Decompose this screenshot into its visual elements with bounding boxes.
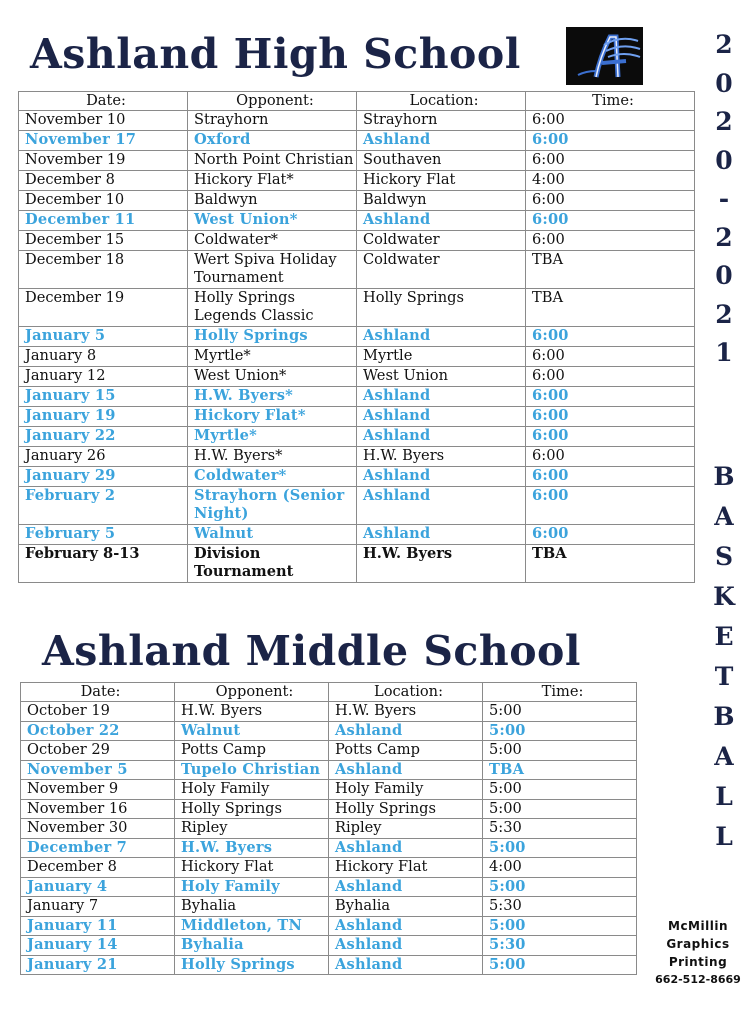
date-cell: October 29 bbox=[21, 741, 175, 761]
table-row bbox=[21, 916, 637, 936]
date-cell: December 8 bbox=[19, 171, 188, 191]
time-cell: 6:00 bbox=[526, 467, 695, 487]
location-cell: Hickory Flat bbox=[329, 858, 483, 878]
table-row bbox=[21, 760, 637, 780]
table-row bbox=[21, 877, 637, 897]
table-row bbox=[21, 721, 637, 741]
vertical-letter: 2 bbox=[715, 299, 733, 329]
date-cell: January 7 bbox=[21, 897, 175, 917]
opponent-cell: Coldwater* bbox=[188, 467, 357, 487]
time-cell: 5:00 bbox=[483, 877, 637, 897]
time-cell: 5:00 bbox=[483, 780, 637, 800]
time-cell: 6:00 bbox=[526, 387, 695, 407]
date-cell: December 19 bbox=[19, 289, 188, 327]
opponent-cell: Myrtle* bbox=[188, 347, 357, 367]
vertical-letter: B bbox=[713, 462, 735, 491]
opponent-cell: Byhalia bbox=[175, 936, 329, 956]
date-cell: November 17 bbox=[19, 131, 188, 151]
date-cell: January 29 bbox=[19, 467, 188, 487]
date-cell: December 8 bbox=[21, 858, 175, 878]
table-row bbox=[21, 936, 637, 956]
opponent-cell: Division Tournament bbox=[188, 545, 357, 583]
printer-name-line: Graphics bbox=[666, 937, 730, 951]
location-cell: Potts Camp bbox=[329, 741, 483, 761]
location-cell: West Union bbox=[357, 367, 526, 387]
opponent-cell: Coldwater* bbox=[188, 231, 357, 251]
opponent-cell: Hickory Flat* bbox=[188, 407, 357, 427]
vertical-letter: S bbox=[714, 542, 734, 571]
vertical-letter: 2 bbox=[715, 30, 733, 59]
opponent-cell: Holy Family bbox=[175, 780, 329, 800]
table-row bbox=[19, 347, 695, 367]
location-cell: Ashland bbox=[357, 407, 526, 427]
opponent-cell: Holly Springs Legends Classic bbox=[188, 289, 357, 327]
time-cell: 6:00 bbox=[526, 525, 695, 545]
date-cell: October 19 bbox=[21, 702, 175, 722]
opponent-cell: Middleton, TN bbox=[175, 916, 329, 936]
time-header: Time: bbox=[483, 683, 637, 702]
location-cell: Ashland bbox=[329, 955, 483, 975]
location-cell: Ashland bbox=[357, 387, 526, 407]
printer-credit bbox=[648, 917, 748, 989]
table-row bbox=[19, 191, 695, 211]
opponent-cell: Strayhorn bbox=[188, 111, 357, 131]
opponent-cell: Walnut bbox=[188, 525, 357, 545]
printer-name-line: McMillin bbox=[668, 919, 728, 933]
table-header-row bbox=[21, 683, 637, 702]
date-cell: November 19 bbox=[19, 151, 188, 171]
location-cell: Ashland bbox=[357, 327, 526, 347]
table-row bbox=[19, 525, 695, 545]
time-cell: 6:00 bbox=[526, 447, 695, 467]
date-header: Date: bbox=[21, 683, 175, 702]
vertical-letter: 0 bbox=[715, 68, 733, 98]
printer-name-line: Printing bbox=[668, 955, 728, 969]
table-row bbox=[19, 467, 695, 487]
table-row bbox=[19, 327, 695, 347]
ashland-logo-icon bbox=[566, 27, 643, 85]
location-cell: H.W. Byers bbox=[357, 545, 526, 583]
date-cell: January 5 bbox=[19, 327, 188, 347]
time-cell: 5:00 bbox=[483, 741, 637, 761]
time-cell: 6:00 bbox=[526, 427, 695, 447]
date-cell: November 30 bbox=[21, 819, 175, 839]
table-row bbox=[19, 487, 695, 525]
location-cell: Coldwater bbox=[357, 251, 526, 289]
opponent-cell: H.W. Byers bbox=[175, 702, 329, 722]
table-header-row bbox=[19, 92, 695, 111]
high-school-title: Ashland High School bbox=[30, 30, 521, 78]
opponent-cell: Baldwyn bbox=[188, 191, 357, 211]
opponent-cell: Myrtle* bbox=[188, 427, 357, 447]
opponent-cell: Potts Camp bbox=[175, 741, 329, 761]
date-cell: January 11 bbox=[21, 916, 175, 936]
location-cell: Coldwater bbox=[357, 231, 526, 251]
date-cell: February 8-13 bbox=[19, 545, 188, 583]
date-cell: December 10 bbox=[19, 191, 188, 211]
time-cell: TBA bbox=[483, 760, 637, 780]
location-cell: Ashland bbox=[329, 916, 483, 936]
opponent-cell: West Union* bbox=[188, 367, 357, 387]
time-cell: 6:00 bbox=[526, 327, 695, 347]
location-header: Location: bbox=[357, 92, 526, 111]
time-cell: 5:30 bbox=[483, 897, 637, 917]
table-row bbox=[19, 367, 695, 387]
table-row bbox=[19, 231, 695, 251]
location-cell: Holy Family bbox=[329, 780, 483, 800]
date-cell: January 15 bbox=[19, 387, 188, 407]
time-cell: 5:30 bbox=[483, 936, 637, 956]
date-cell: January 4 bbox=[21, 877, 175, 897]
location-cell: Myrtle bbox=[357, 347, 526, 367]
opponent-cell: Holy Family bbox=[175, 877, 329, 897]
date-cell: February 5 bbox=[19, 525, 188, 545]
time-cell: 6:00 bbox=[526, 347, 695, 367]
vertical-letter: K bbox=[713, 582, 735, 611]
location-cell: Ashland bbox=[357, 487, 526, 525]
time-cell: 5:00 bbox=[483, 721, 637, 741]
middle-school-schedule-table bbox=[20, 682, 637, 975]
date-cell: December 7 bbox=[21, 838, 175, 858]
opponent-cell: Walnut bbox=[175, 721, 329, 741]
location-cell: Ashland bbox=[329, 877, 483, 897]
time-cell: 5:00 bbox=[483, 838, 637, 858]
date-cell: December 18 bbox=[19, 251, 188, 289]
table-row bbox=[19, 427, 695, 447]
date-cell: November 16 bbox=[21, 799, 175, 819]
table-row bbox=[21, 858, 637, 878]
time-cell: TBA bbox=[526, 545, 695, 583]
opponent-cell: Holly Springs bbox=[175, 799, 329, 819]
time-cell: TBA bbox=[526, 251, 695, 289]
vertical-letter: L bbox=[715, 782, 733, 811]
location-cell: Ashland bbox=[329, 721, 483, 741]
location-cell: Holly Springs bbox=[329, 799, 483, 819]
time-cell: 5:00 bbox=[483, 799, 637, 819]
vertical-letter: 2 bbox=[715, 107, 733, 136]
table-row bbox=[21, 819, 637, 839]
opponent-cell: Tupelo Christian bbox=[175, 760, 329, 780]
date-cell: November 5 bbox=[21, 760, 175, 780]
date-header: Date: bbox=[19, 92, 188, 111]
time-cell: 5:00 bbox=[483, 702, 637, 722]
table-row bbox=[21, 799, 637, 819]
time-cell: 6:00 bbox=[526, 231, 695, 251]
table-row bbox=[19, 111, 695, 131]
vertical-letter: T bbox=[714, 662, 734, 691]
location-header: Location: bbox=[329, 683, 483, 702]
table-row bbox=[19, 545, 695, 583]
opponent-cell: Strayhorn (Senior Night) bbox=[188, 487, 357, 525]
vertical-letter: A bbox=[714, 742, 734, 771]
date-cell: January 19 bbox=[19, 407, 188, 427]
opponent-cell: North Point Christian bbox=[188, 151, 357, 171]
table-row bbox=[21, 955, 637, 975]
high-school-schedule-table bbox=[18, 91, 695, 583]
location-cell: Southaven bbox=[357, 151, 526, 171]
location-cell: Ashland bbox=[357, 211, 526, 231]
location-cell: Ashland bbox=[357, 525, 526, 545]
date-cell: January 26 bbox=[19, 447, 188, 467]
opponent-cell: H.W. Byers bbox=[175, 838, 329, 858]
location-cell: Ripley bbox=[329, 819, 483, 839]
time-cell: 5:00 bbox=[483, 916, 637, 936]
location-cell: Ashland bbox=[329, 936, 483, 956]
table-row bbox=[19, 289, 695, 327]
table-row bbox=[21, 780, 637, 800]
opponent-cell: Hickory Flat* bbox=[188, 171, 357, 191]
opponent-cell: Holly Springs bbox=[188, 327, 357, 347]
date-cell: November 9 bbox=[21, 780, 175, 800]
date-cell: January 21 bbox=[21, 955, 175, 975]
date-cell: October 22 bbox=[21, 721, 175, 741]
location-cell: Hickory Flat bbox=[357, 171, 526, 191]
vertical-letter: 2 bbox=[715, 222, 733, 252]
location-cell: Ashland bbox=[357, 467, 526, 487]
opponent-cell: West Union* bbox=[188, 211, 357, 231]
location-cell: Ashland bbox=[329, 838, 483, 858]
time-cell: TBA bbox=[526, 289, 695, 327]
date-cell: November 10 bbox=[19, 111, 188, 131]
opponent-header: Opponent: bbox=[175, 683, 329, 702]
time-cell: 5:30 bbox=[483, 819, 637, 839]
vertical-letter: 0 bbox=[715, 145, 733, 175]
location-cell: Strayhorn bbox=[357, 111, 526, 131]
table-row bbox=[19, 447, 695, 467]
time-cell: 6:00 bbox=[526, 131, 695, 151]
location-cell: Ashland bbox=[329, 760, 483, 780]
date-cell: January 12 bbox=[19, 367, 188, 387]
time-cell: 6:00 bbox=[526, 211, 695, 231]
table-row bbox=[21, 897, 637, 917]
vertical-letter: 0 bbox=[715, 261, 733, 290]
table-row bbox=[21, 838, 637, 858]
vertical-letter: L bbox=[715, 822, 733, 851]
opponent-cell: Wert Spiva Holiday Tournament bbox=[188, 251, 357, 289]
vertical-letter: B bbox=[713, 702, 735, 731]
opponent-cell: Oxford bbox=[188, 131, 357, 151]
table-row bbox=[19, 131, 695, 151]
time-cell: 6:00 bbox=[526, 151, 695, 171]
time-header: Time: bbox=[526, 92, 695, 111]
table-row bbox=[19, 251, 695, 289]
time-cell: 6:00 bbox=[526, 191, 695, 211]
table-row bbox=[21, 741, 637, 761]
opponent-cell: Holly Springs bbox=[175, 955, 329, 975]
time-cell: 6:00 bbox=[526, 111, 695, 131]
opponent-cell: Byhalia bbox=[175, 897, 329, 917]
table-row bbox=[19, 387, 695, 407]
vertical-letter: E bbox=[714, 622, 734, 651]
time-cell: 4:00 bbox=[526, 171, 695, 191]
middle-school-title: Ashland Middle School bbox=[42, 627, 581, 675]
table-row bbox=[21, 702, 637, 722]
opponent-cell: H.W. Byers* bbox=[188, 387, 357, 407]
date-cell: January 8 bbox=[19, 347, 188, 367]
time-cell: 5:00 bbox=[483, 955, 637, 975]
location-cell: Ashland bbox=[357, 427, 526, 447]
vertical-letter: - bbox=[718, 184, 730, 213]
table-row bbox=[19, 407, 695, 427]
location-cell: H.W. Byers bbox=[329, 702, 483, 722]
table-row bbox=[19, 171, 695, 191]
opponent-cell: Ripley bbox=[175, 819, 329, 839]
opponent-header: Opponent: bbox=[188, 92, 357, 111]
opponent-cell: Hickory Flat bbox=[175, 858, 329, 878]
location-cell: Holly Springs bbox=[357, 289, 526, 327]
opponent-cell: H.W. Byers* bbox=[188, 447, 357, 467]
location-cell: Baldwyn bbox=[357, 191, 526, 211]
vertical-letter: 1 bbox=[715, 338, 733, 367]
date-cell: January 22 bbox=[19, 427, 188, 447]
time-cell: 4:00 bbox=[483, 858, 637, 878]
table-row bbox=[19, 151, 695, 171]
location-cell: H.W. Byers bbox=[357, 447, 526, 467]
date-cell: December 15 bbox=[19, 231, 188, 251]
date-cell: February 2 bbox=[19, 487, 188, 525]
location-cell: Ashland bbox=[357, 131, 526, 151]
printer-phone: 662-512-8669 bbox=[655, 973, 741, 986]
time-cell: 6:00 bbox=[526, 407, 695, 427]
location-cell: Byhalia bbox=[329, 897, 483, 917]
time-cell: 6:00 bbox=[526, 487, 695, 525]
vertical-letter: A bbox=[714, 502, 734, 531]
table-row bbox=[19, 211, 695, 231]
date-cell: January 14 bbox=[21, 936, 175, 956]
time-cell: 6:00 bbox=[526, 367, 695, 387]
date-cell: December 11 bbox=[19, 211, 188, 231]
